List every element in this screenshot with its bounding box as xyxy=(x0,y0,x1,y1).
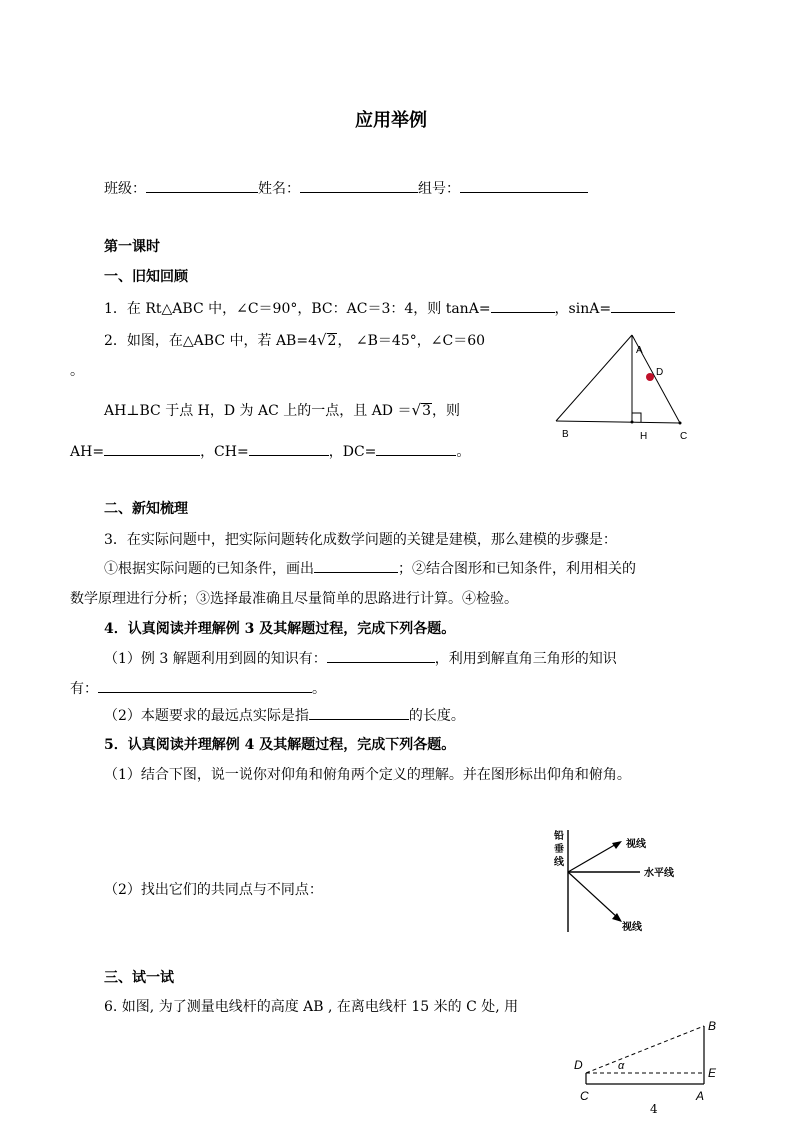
q4-p1-a: （1）例 3 解题利用到圆的知识有： xyxy=(104,651,327,667)
label-d: D xyxy=(656,367,664,378)
question-5-part-1: （1）结合下图，说一说你对仰角和俯角两个定义的理解。并在图形标出仰角和俯角。 xyxy=(104,767,631,783)
label-b: B xyxy=(708,1019,717,1033)
plumb-label-1: 铅 xyxy=(554,831,564,842)
pole-figure xyxy=(572,1016,722,1106)
q3-text-a: ①根据实际问题的已知条件，画出 xyxy=(104,561,314,577)
q3-text-b: ；②结合图形和已知条件，利用相关的 xyxy=(398,561,636,577)
question-3-line-3: 数学原理进行分析；③选择最准确且尽量简单的思路进行计算。④检验。 xyxy=(70,591,518,607)
group-label: 组号： xyxy=(418,181,460,197)
ch-label: ，CH= xyxy=(200,444,249,460)
horizontal-label: 水平线 xyxy=(644,868,674,879)
triangle-figure xyxy=(548,325,698,445)
ah-label: AH= xyxy=(70,444,105,460)
dc-label: ，DC= xyxy=(328,444,377,460)
segment-ab xyxy=(556,335,632,421)
q2-text-d: ，则 xyxy=(431,403,460,419)
sight-down-label: 视线 xyxy=(622,922,642,933)
label-e: E xyxy=(708,1066,717,1080)
ch-blank[interactable] xyxy=(249,441,329,456)
sin-blank[interactable] xyxy=(611,298,675,313)
tan-blank[interactable] xyxy=(491,298,555,313)
plumb-label-3: 线 xyxy=(554,857,564,868)
q1-sin-label: ，sinA= xyxy=(554,301,612,317)
sight-line-up xyxy=(568,843,618,872)
q2-root-2: 3 xyxy=(422,403,431,419)
class-blank[interactable] xyxy=(146,178,258,193)
triangle-knowledge-blank[interactable] xyxy=(98,678,312,693)
label-alpha: α xyxy=(618,1060,625,1072)
question-2-line-4 xyxy=(70,441,470,461)
arrow-up-icon xyxy=(612,841,622,849)
q2-text-c: AH⊥BC 于点 H，D 为 AC 上的一点，且 AD ＝ xyxy=(104,403,412,419)
question-4-heading: 4．认真阅读并理解例 3 及其解题过程，完成下列各题。 xyxy=(104,621,456,637)
sight-line-down xyxy=(568,872,618,918)
question-4-part-2 xyxy=(104,705,465,725)
name-label: 姓名： xyxy=(258,181,300,197)
question-6: 6. 如图, 为了测量电线杆的高度 AB , 在离电线杆 15 米的 C 处, 用 xyxy=(104,999,519,1015)
q4-p2-b: 的长度。 xyxy=(408,708,465,724)
question-2-line-3: AH⊥BC 于点 H，D 为 AC 上的一点，且 AD ＝√3，则 xyxy=(104,401,460,419)
question-2-line-2: 。 xyxy=(70,363,84,379)
point-d xyxy=(646,373,654,381)
group-blank[interactable] xyxy=(460,178,588,193)
question-3-line-2 xyxy=(104,558,636,578)
question-4-part-1 xyxy=(104,648,617,668)
q2-root: 2 xyxy=(327,333,337,349)
question-2-line-1: 2．如图，在△ABC 中，若 AB=4√2， ∠B＝45°，∠C＝60 xyxy=(104,331,486,349)
question-5-part-2: （2）找出它们的共同点与不同点： xyxy=(104,882,323,898)
q4-p1-c: 有： xyxy=(70,681,98,697)
name-blank[interactable] xyxy=(300,178,418,193)
sight-line-db xyxy=(586,1026,704,1073)
class-label: 班级： xyxy=(104,181,146,197)
label-h: H xyxy=(640,431,648,442)
q4-p2-a: （2）本题要求的最远点实际是指 xyxy=(104,708,309,724)
ah-blank[interactable] xyxy=(104,441,200,456)
model-blank[interactable] xyxy=(314,558,398,573)
question-4-part-1-cont xyxy=(70,678,326,698)
elevation-depression-figure xyxy=(548,826,698,938)
sight-up-label: 视线 xyxy=(626,839,646,850)
label-a: A xyxy=(636,345,643,356)
q2-end: 。 xyxy=(456,444,471,460)
plumb-label-2: 垂 xyxy=(554,844,564,855)
label-c: C xyxy=(680,431,688,442)
q4-p1-b: ，利用到解直角三角形的知识 xyxy=(434,651,617,667)
q1-text: 1．在 Rt△ABC 中，∠C＝90°，BC：AC＝3：4，则 tanA= xyxy=(104,301,491,317)
circle-knowledge-blank[interactable] xyxy=(327,648,435,663)
section-heading-3: 三、试一试 xyxy=(104,970,174,986)
right-angle-mark xyxy=(632,413,641,422)
lesson-heading: 第一课时 xyxy=(104,239,160,255)
farthest-point-blank[interactable] xyxy=(309,705,409,720)
question-1 xyxy=(104,298,675,318)
question-3-line-1: 3．在实际问题中，把实际问题转化成数学问题的关键是建模，那么建模的步骤是： xyxy=(104,532,617,548)
label-d: D xyxy=(574,1058,583,1072)
label-c: C xyxy=(580,1089,589,1103)
q2-text-b: ， ∠B＝45°，∠C＝60 xyxy=(337,333,486,349)
segment-bc xyxy=(556,421,680,423)
dc-blank[interactable] xyxy=(376,441,456,456)
q2-text-a: 2．如图，在△ABC 中，若 AB=4 xyxy=(104,333,317,349)
q4-p1-d: 。 xyxy=(312,681,326,697)
page-number: 4 xyxy=(650,1102,658,1116)
question-5-heading: 5．认真阅读并理解例 4 及其解题过程，完成下列各题。 xyxy=(104,737,456,753)
page-title: 应用举例 xyxy=(355,110,427,131)
section-heading-1: 一、旧知回顾 xyxy=(104,269,188,285)
label-a: A xyxy=(696,1089,705,1103)
info-line xyxy=(104,178,588,198)
section-heading-2: 二、新知梳理 xyxy=(104,501,188,517)
label-b: B xyxy=(562,429,569,440)
